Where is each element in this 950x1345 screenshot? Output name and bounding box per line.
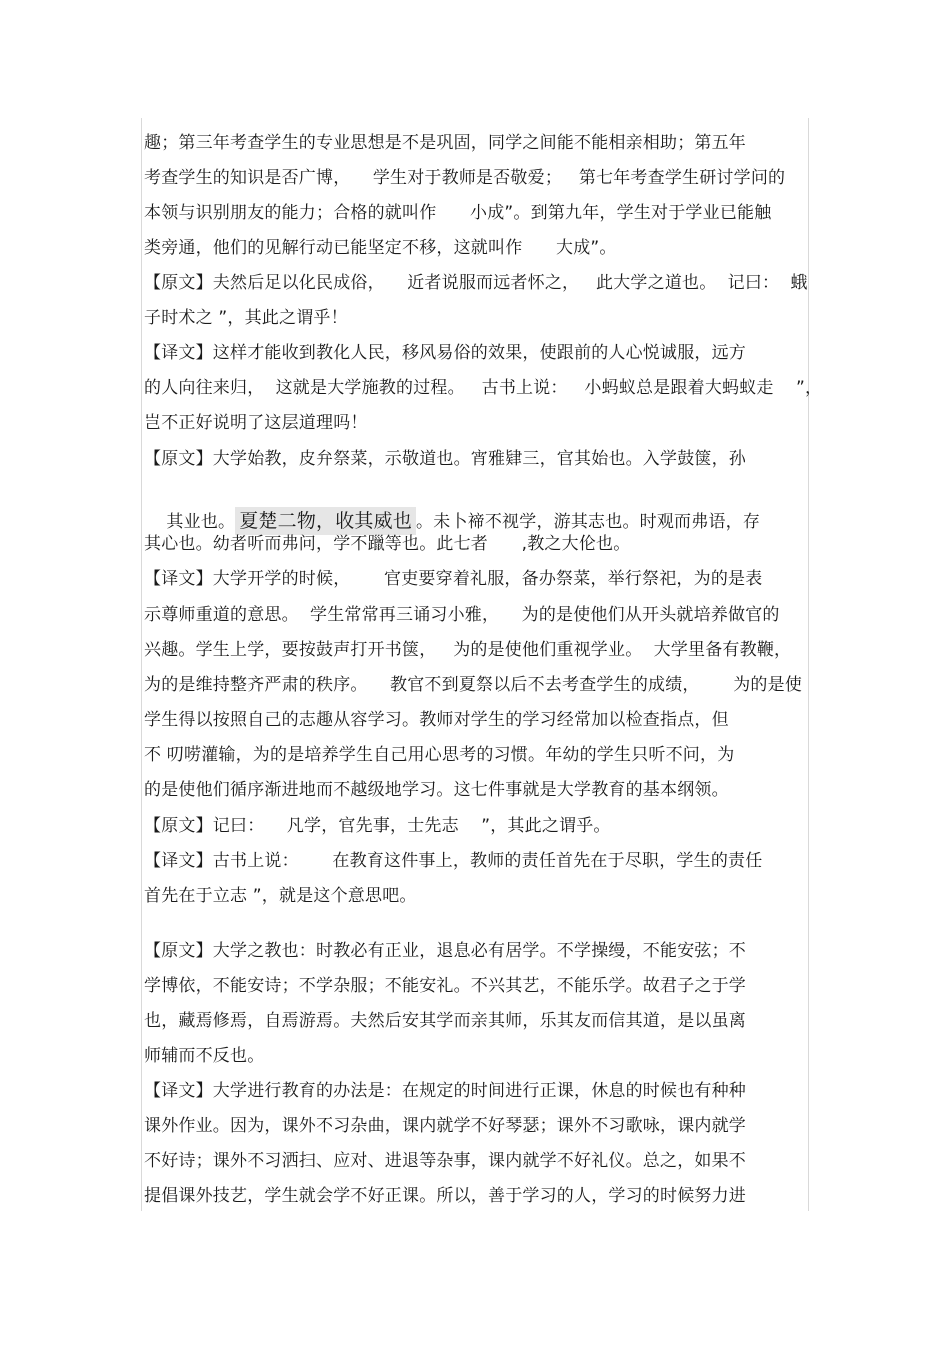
text-line-21: 【译文】古书上说： 在教育这件事上，教师的责任首先在于尽职，学生的责任: [144, 851, 763, 871]
highlighted-phrase: 夏楚二物，收其威也: [235, 507, 416, 535]
text-line-15: 兴趣。学生上学，要按鼓声打开书箧， 为的是使他们重视学业。 大学里备有教鞭，: [144, 640, 792, 660]
text-line-9: 岂不正好说明了这层道理吗！: [144, 413, 368, 433]
text-line-3: 本领与识别朋友的能力；合格的就叫作 小成”。到第九年，学生对于学业已能触: [144, 203, 772, 223]
text-line-22: 首先在于立志 ”，就是这个意思吧。: [144, 886, 417, 906]
text-line-1: 趣；第三年考查学生的专业思想是不是巩固，同学之间能不能相亲相助；第五年: [144, 133, 746, 153]
line-11-after: 。未卜禘不视学，游其志也。时观而弗语，存: [416, 512, 761, 532]
text-line-2: 考查学生的知识是否广博， 学生对于教师是否敬爱； 第七年考查学生研讨学问的: [144, 168, 786, 188]
text-line-27: 【译文】大学进行教育的办法是：在规定的时间进行正课，休息的时候也有种种: [144, 1081, 746, 1101]
text-line-6: 子时术之 ”，其此之谓乎！: [144, 308, 348, 328]
text-line-12: 其心也。幼者听而弗问，学不躐等也。此七者 ,教之大伦也。: [144, 534, 631, 554]
left-margin-rule: [141, 118, 142, 1211]
text-line-5: 【原文】夫然后足以化民成俗， 近者说服而远者怀之， 此大学之道也。 记曰： 蛾: [144, 273, 808, 293]
text-line-29: 不好诗；课外不习洒扫、应对、进退等杂事，课内就学不好礼仪。总之，如果不: [144, 1151, 746, 1171]
text-line-19: 的是使他们循序渐进地而不越级地学习。这七件事就是大学教育的基本纲领。: [144, 780, 729, 800]
text-line-13: 【译文】大学开学的时候， 官吏要穿着礼服，备办祭菜，举行祭祀，为的是表: [144, 569, 763, 589]
text-line-30: 提倡课外技艺，学生就会学不好正课。所以，善于学习的人，学习的时候努力进: [144, 1186, 746, 1206]
text-line-26: 师辅而不反也。: [144, 1046, 265, 1066]
text-line-10: 【原文】大学始教，皮弁祭菜，示敬道也。宵雅肄三，官其始也。入学鼓箧，孙: [144, 449, 746, 469]
text-line-20: 【原文】记曰： 凡学，官先事，士先志 ”，其此之谓乎。: [144, 816, 611, 836]
text-line-25: 也，藏焉修焉，自焉游焉。夫然后安其学而亲其师，乐其友而信其道，是以虽离: [144, 1011, 746, 1031]
text-line-8: 的人向往来归， 这就是大学施教的过程。 古书上说： 小蚂蚁总是跟着大蚂蚁走 ”，: [144, 378, 823, 398]
right-margin-rule: [808, 118, 809, 1211]
text-line-18: 不 叨唠灌输，为的是培养学生自己用心思考的习惯。年幼的学生只听不问，为: [144, 745, 735, 765]
text-line-28: 课外作业。因为，课外不习杂曲，课内就学不好琴瑟；课外不习歌咏，课内就学: [144, 1116, 746, 1136]
text-line-23: 【原文】大学之教也：时教必有正业，退息必有居学。不学操缦，不能安弦；不: [144, 941, 746, 961]
text-line-24: 学博依，不能安诗；不学杂服；不能安礼。不兴其艺，不能乐学。故君子之于学: [144, 976, 746, 996]
text-line-7: 【译文】这样才能收到教化人民，移风易俗的效果，使跟前的人心悦诚服，远方: [144, 343, 746, 363]
text-line-17: 学生得以按照自己的志趣从容学习。教师对学生的学习经常加以检查指点，但: [144, 710, 729, 730]
text-line-14: 示尊师重道的意思。 学生常常再三诵习小雅， 为的是使他们从开头就培养做官的: [144, 605, 780, 625]
text-line-4: 类旁通，他们的见解行动已能坚定不移，这就叫作 大成”。: [144, 238, 617, 258]
text-line-16: 为的是维持整齐严肃的秩序。 教官不到夏祭以后不去考查学生的成绩， 为的是使: [144, 675, 803, 695]
line-11-before: 其业也。: [166, 512, 236, 532]
